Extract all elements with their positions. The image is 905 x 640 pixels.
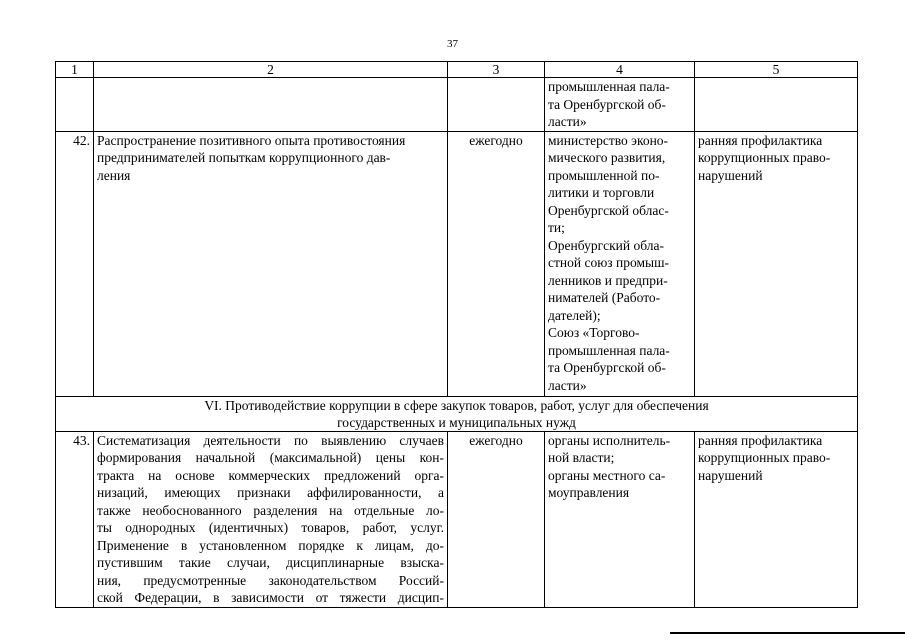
responsible-line: ласти» <box>548 377 587 393</box>
header-cell-5: 5 <box>695 62 858 78</box>
result-cell <box>695 431 858 607</box>
measures-table <box>55 61 858 608</box>
responsible-line: стной союз промыш- <box>548 255 669 270</box>
description-line: Распространение позитивного опыта противостояния <box>97 132 406 148</box>
description-line: ния, предусмотренные законодательством Россий- <box>97 572 444 588</box>
header-cell-3: 3 <box>448 62 545 78</box>
row-number: 42. <box>56 131 94 396</box>
header-cell-1: 1 <box>56 62 94 78</box>
row-number: 43. <box>56 431 94 607</box>
result-line: нарушений <box>698 167 763 183</box>
responsible-line: литики и торговли <box>548 185 655 200</box>
footer-rule <box>670 632 905 634</box>
description-line: формирования начальной (максимальной) цены кон- <box>97 450 444 465</box>
description-line: пустившим такие случаи, дисциплинарные взыска- <box>97 555 444 570</box>
responsible-line: Оренбургской облас- <box>548 202 669 218</box>
description-line: ской Федерации, в зависимости от тяжести дисцип- <box>97 590 444 605</box>
cont-result-cell <box>695 78 858 132</box>
responsible-cell <box>545 431 695 607</box>
responsible-line: моуправления <box>548 485 630 500</box>
cont-responsible-line: промышленная пала- <box>548 79 670 94</box>
responsible-line: ленников и предпри- <box>548 272 668 288</box>
responsible-line: Союз «Торгово- <box>548 325 640 340</box>
responsible-line: Оренбургский обла- <box>548 237 664 253</box>
section-heading-row <box>56 396 858 431</box>
responsible-line: ти; <box>548 220 565 235</box>
responsible-line: та Оренбургской об- <box>548 360 666 375</box>
period-cell: ежегодно <box>448 431 545 607</box>
description-line: Систематизация деятельности по выявлению случаев <box>97 432 444 448</box>
cont-responsible-line: ласти» <box>548 114 587 129</box>
result-line: коррупционных право- <box>698 150 831 165</box>
description-line: Применение в установленном порядке к лицам, до- <box>97 537 444 553</box>
result-line: коррупционных право- <box>698 450 831 465</box>
header-cell-4: 4 <box>545 62 695 78</box>
cont-period-cell <box>448 78 545 132</box>
cont-responsible-line: та Оренбургской об- <box>548 96 666 112</box>
responsible-line: ной власти; <box>548 450 615 465</box>
section-heading-line: государственных и муниципальных нужд <box>337 414 576 430</box>
result-line: ранняя профилактика <box>698 432 823 448</box>
description-line: ления <box>97 167 131 183</box>
period-cell: ежегодно <box>448 131 545 396</box>
responsible-line: нимателей (Работо- <box>548 290 661 305</box>
responsible-line: промышленная пала- <box>548 342 670 358</box>
responsible-line: органы местного са- <box>548 467 666 483</box>
description-line: тракта на основе коммерческих предложений орга- <box>97 467 444 483</box>
table-row-continued <box>56 78 858 132</box>
measure-description <box>94 131 448 396</box>
responsible-cell <box>545 131 695 396</box>
responsible-line: промышленной по- <box>548 167 660 183</box>
cont-num-cell <box>56 78 94 132</box>
table-row-43 <box>56 431 858 607</box>
result-line: ранняя профилактика <box>698 132 823 148</box>
cont-responsible-cell <box>545 78 695 132</box>
description-line: низаций, имеющих признаки аффилированности, а <box>97 485 444 500</box>
header-cell-2: 2 <box>94 62 448 78</box>
table-row-42 <box>56 131 858 396</box>
result-cell <box>695 131 858 396</box>
responsible-line: органы исполнитель- <box>548 432 671 448</box>
result-line: нарушений <box>698 467 763 483</box>
table-header-row <box>56 62 858 78</box>
section-heading-line: VI. Противодействие коррупции в сфере закупок товаров, работ, услуг для обеспечения <box>204 397 709 413</box>
section-heading <box>56 396 858 431</box>
responsible-line: министерство эконо- <box>548 132 669 148</box>
responsible-line: дателей); <box>548 307 601 323</box>
responsible-line: мического развития, <box>548 150 666 165</box>
description-line: предпринимателей попыткам коррупционного дав- <box>97 150 391 165</box>
description-line: ты однородных (идентичных) товаров, работ, услуг. <box>97 520 444 535</box>
measure-description <box>94 431 448 607</box>
page-number: 37 <box>447 38 458 50</box>
description-line: также необоснованного разделения на отдельные ло- <box>97 502 444 518</box>
cont-description-cell <box>94 78 448 132</box>
